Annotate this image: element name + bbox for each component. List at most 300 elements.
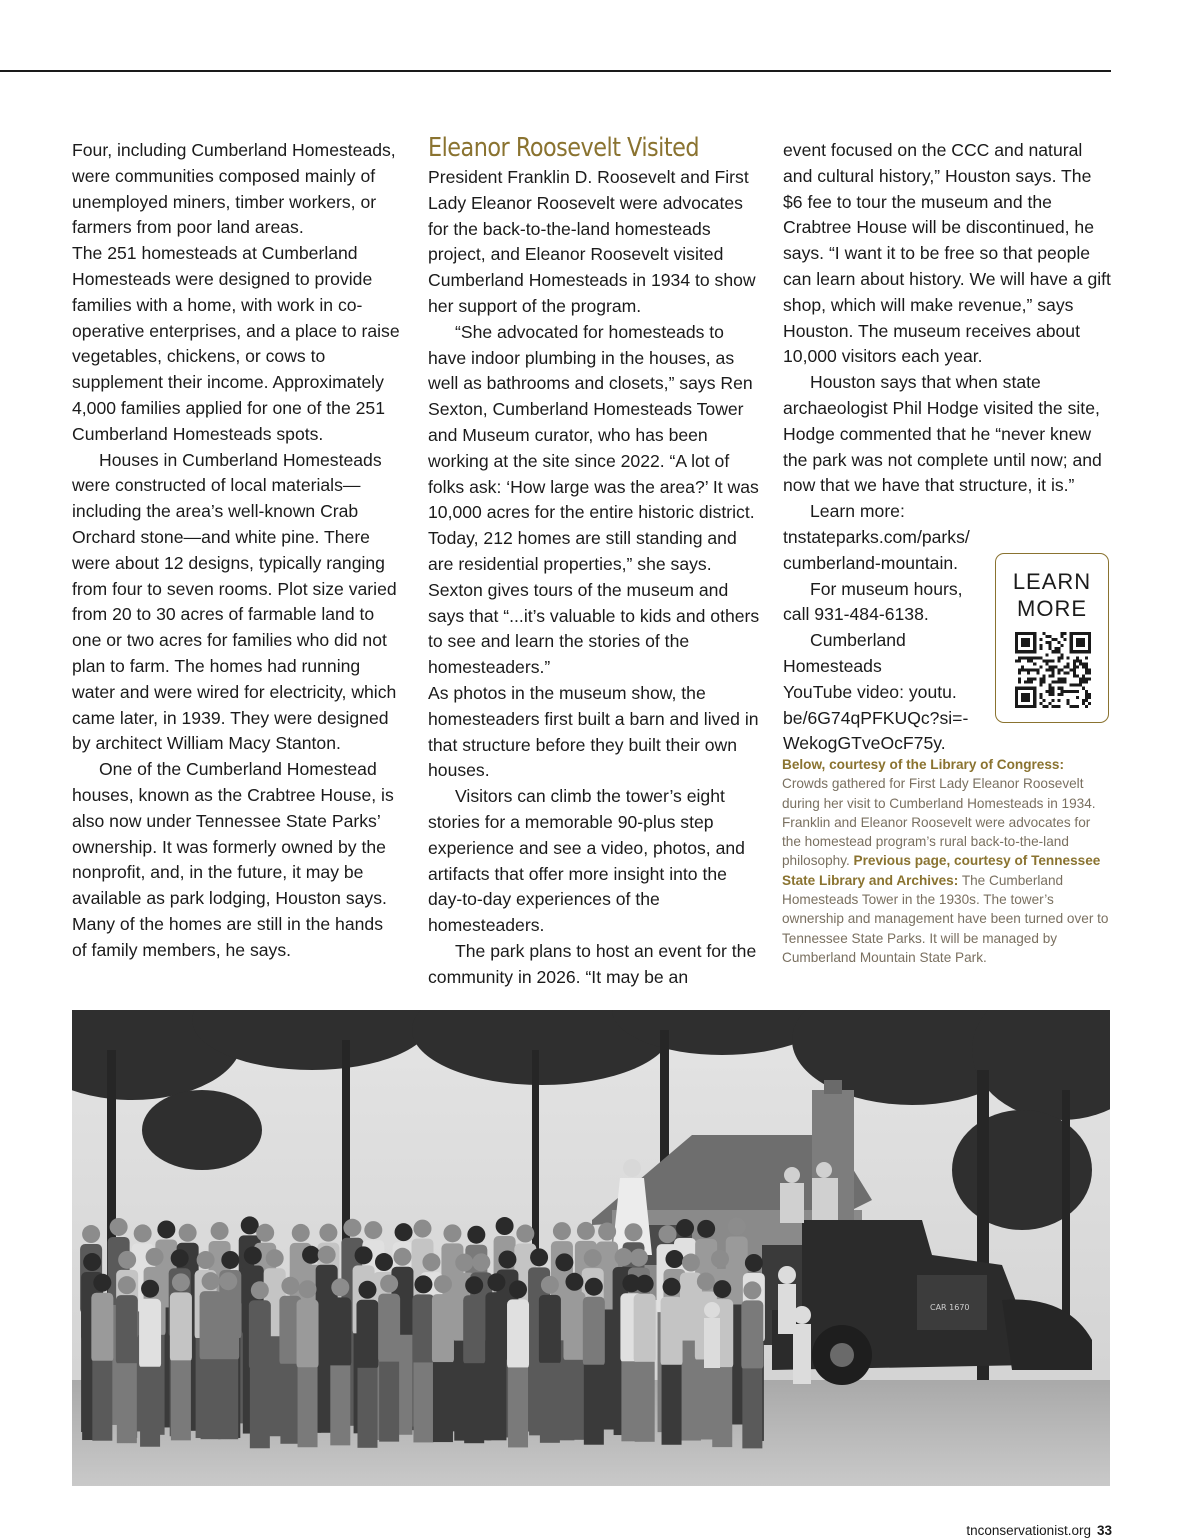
crowd-person — [516, 1225, 534, 1243]
qr-module — [1061, 653, 1064, 656]
crowd-person — [157, 1220, 175, 1238]
qr-module — [1064, 632, 1067, 635]
qr-module — [1088, 693, 1091, 696]
qr-module — [1058, 659, 1061, 662]
page-number: 33 — [1096, 1523, 1112, 1538]
qr-module — [1042, 678, 1045, 681]
crowd-person — [464, 1363, 484, 1443]
qr-module — [1061, 632, 1064, 635]
qr-module — [1021, 656, 1024, 659]
qr-module — [1039, 702, 1042, 705]
youtube-link-text: be/6G74qPFKUQc?si=- — [783, 707, 969, 728]
qr-module — [1058, 647, 1061, 650]
truck-door-text: CAR 1670 — [930, 1303, 970, 1312]
paragraph: The 251 homesteads at Cumberland Homesteads were designed to provide families with a home, with work in co-operative enterprises, and a place to raise vegetables, chickens, or cows to supplement their income. Approximately 4,000 families applied for one of the 251 Cumberland Homesteads spots. — [72, 243, 400, 444]
crowd-person — [662, 1365, 682, 1445]
qr-module — [1079, 678, 1082, 681]
qr-module — [1033, 668, 1036, 671]
crowd-person — [379, 1362, 399, 1442]
crowd-person — [539, 1295, 561, 1365]
crowd-person — [584, 1249, 602, 1267]
paragraph: Houston says that when state archaeologist Phil Hodge visited the site, Hodge commented that he “never knew the park was not complete until now; and now that we have that structure, it is.” — [783, 372, 1102, 496]
crowd-person — [217, 1291, 239, 1361]
youtube-link-text: WekogGTveOcF75y. — [783, 733, 946, 754]
qr-module — [1067, 665, 1070, 668]
qr-module — [1082, 662, 1085, 665]
qr-module — [1079, 684, 1082, 687]
qr-module — [1064, 681, 1067, 684]
crowd-person — [634, 1294, 656, 1364]
crowd-person — [251, 1281, 269, 1299]
crowd-person — [134, 1224, 152, 1242]
crowd-person — [91, 1293, 113, 1363]
qr-module — [1067, 690, 1070, 693]
qr-module — [1085, 668, 1088, 671]
crowd-person — [302, 1246, 320, 1264]
crowd-person — [745, 1254, 763, 1272]
qr-module — [1058, 656, 1061, 659]
qr-module — [1030, 668, 1033, 671]
qr-module — [1027, 656, 1030, 659]
qr-module — [1051, 690, 1054, 693]
qr-module — [1051, 650, 1054, 653]
crowd-person — [413, 1220, 431, 1238]
qr-module — [1073, 665, 1076, 668]
qr-module — [1033, 678, 1036, 681]
paragraph: One of the Cumberland Homestead houses, known as the Crabtree House, is also now under Tennessee State Parks’ ownership. It was formerly owned by the nonprofit, and, in the future, it may be available as park lodging, Houston says. Many of the homes are still in the hands of family members, he says. — [72, 759, 394, 960]
crowd-person — [433, 1362, 453, 1442]
crowd-person — [355, 1246, 373, 1264]
crowd-person — [741, 1300, 763, 1370]
qr-module — [1076, 690, 1079, 693]
crowd-person — [728, 1217, 746, 1235]
crowd-person — [412, 1294, 434, 1364]
qr-module — [1027, 672, 1030, 675]
qr-module — [1021, 665, 1024, 668]
crowd-person — [635, 1362, 655, 1442]
caption-credit: Below, courtesy of the Library of Congress: — [782, 757, 1064, 772]
crowd-person — [615, 1248, 633, 1266]
qr-module — [1039, 638, 1042, 641]
crowd-person — [116, 1295, 138, 1365]
footer-website: tnconservationist.org — [966, 1523, 1091, 1538]
qr-module — [1064, 665, 1067, 668]
qr-module — [1055, 638, 1058, 641]
qr-module — [1061, 678, 1064, 681]
qr-module — [1036, 668, 1039, 671]
qr-module — [1082, 702, 1085, 705]
qr-module — [1051, 705, 1054, 708]
qr-module — [1055, 705, 1058, 708]
crowd-person — [244, 1247, 262, 1265]
crowd-person — [443, 1224, 461, 1242]
paragraph: Houses in Cumberland Homesteads were constructed of local materials—including the area’s well-known Crab Orchard stone—and white pine. There were about 12 designs, typically ranging from four to seven rooms. Plot size varied from 20 to 30 acres of farmable land to one or two acres for families who did not plan to farm. The homes had running water and were wired for electricity, which came later, in 1939. They were designed by architect William Macy Stanton. — [72, 449, 397, 754]
qr-module — [1085, 690, 1088, 693]
qr-module — [1085, 693, 1088, 696]
learn-more-title — [996, 568, 1108, 622]
crowd-person — [118, 1276, 136, 1294]
qr-module — [1088, 668, 1091, 671]
crowd-person — [179, 1224, 197, 1242]
crowd-person — [221, 1251, 239, 1269]
qr-module — [1064, 690, 1067, 693]
qr-module — [1051, 687, 1054, 690]
qr-module — [1058, 650, 1061, 653]
qr-module — [1088, 678, 1091, 681]
crowd-person — [661, 1297, 683, 1367]
crowd-person — [118, 1251, 136, 1269]
crowd-person — [697, 1272, 715, 1290]
qr-module — [1018, 656, 1021, 659]
qr-module — [1045, 705, 1048, 708]
crowd-person — [743, 1281, 761, 1299]
crowd-person — [713, 1280, 731, 1298]
crowd-person — [711, 1250, 729, 1268]
qr-module — [1082, 681, 1085, 684]
crowd-person — [318, 1246, 336, 1264]
qr-module — [1076, 656, 1079, 659]
qr-module — [1051, 693, 1054, 696]
learn-more-line2: MORE — [1017, 596, 1087, 621]
crowd-person — [541, 1276, 559, 1294]
crowd-person — [172, 1273, 190, 1291]
crowd-person — [82, 1225, 100, 1243]
qr-module — [1039, 665, 1042, 668]
qr-module — [1067, 702, 1070, 705]
qr-module — [1027, 681, 1030, 684]
qr-module — [1048, 690, 1051, 693]
qr-module — [1045, 690, 1048, 693]
crowd-person — [139, 1299, 161, 1369]
crowd-person — [630, 1249, 648, 1267]
qr-module — [1073, 668, 1076, 671]
qr-module — [1051, 659, 1054, 662]
qr-module — [1061, 687, 1064, 690]
qr-module — [1045, 641, 1048, 644]
article-column-2 — [428, 128, 762, 991]
page-footer — [966, 1523, 1112, 1538]
qr-module — [1018, 678, 1021, 681]
crowd-person — [498, 1250, 516, 1268]
qr-module — [1036, 656, 1039, 659]
qr-module — [1045, 635, 1048, 638]
qr-module — [1064, 678, 1067, 681]
crowd-person — [486, 1360, 506, 1440]
paragraph: “She advocated for homesteads to have indoor plumbing in the houses, as well as bathrooms and closets,” says Ren Sexton, Cumberland Homesteads Tower and Museum curator, who has been working at the site since 2022. “A lot of folks ask: ‘How large was the area?’ It was 10,000 acres for the entire historic district. Today, 212 homes are still standing and are residential properties,” she says. Sexton gives tours of the museum and says that “...it’s valuable to kids and others to see and learn the stories of the homesteaders.” — [428, 321, 760, 678]
qr-module — [1073, 662, 1076, 665]
qr-module — [1067, 656, 1070, 659]
crowd-person — [487, 1273, 505, 1291]
qr-module — [1061, 681, 1064, 684]
qr-module — [1030, 656, 1033, 659]
crowd-person — [434, 1275, 452, 1293]
qr-module — [1058, 699, 1061, 702]
section-heading: Eleanor Roosevelt Visited — [428, 133, 700, 163]
qr-module — [1085, 699, 1088, 702]
crowd-person — [281, 1277, 299, 1295]
qr-module — [1070, 705, 1073, 708]
qr-module — [1073, 672, 1076, 675]
qr-module — [1039, 693, 1042, 696]
qr-module — [1076, 696, 1079, 699]
qr-module — [1082, 678, 1085, 681]
crowd-person — [472, 1253, 490, 1271]
qr-module — [1088, 702, 1091, 705]
crowd-person — [329, 1297, 351, 1367]
crowd-person — [676, 1219, 694, 1237]
qr-module — [1018, 659, 1021, 662]
qr-module — [1051, 675, 1054, 678]
qr-module — [1061, 635, 1064, 638]
crowd-person — [146, 1248, 164, 1266]
qr-module — [1048, 702, 1051, 705]
qr-module — [1021, 668, 1024, 671]
crowd-person — [742, 1368, 762, 1448]
qr-module — [1073, 675, 1076, 678]
qr-module — [1061, 668, 1064, 671]
qr-module — [1088, 672, 1091, 675]
crowd-person — [202, 1272, 220, 1290]
crowd-person — [249, 1300, 271, 1370]
crowd-person — [292, 1224, 310, 1242]
crowd-person — [507, 1299, 529, 1369]
crowd-person — [455, 1254, 473, 1272]
paragraph: Homesteads — [783, 655, 882, 676]
qr-module — [1085, 672, 1088, 675]
qr-module — [1085, 665, 1088, 668]
crowd-person — [364, 1221, 382, 1239]
qr-module — [1048, 647, 1051, 650]
paragraph: As photos in the museum show, the homesteaders first built a barn and lived in that structure before they built their own houses. — [428, 682, 759, 781]
crowd-person — [93, 1274, 111, 1292]
crowd-person — [530, 1248, 548, 1266]
crowd-person — [171, 1360, 191, 1440]
crowd-person — [170, 1292, 192, 1362]
crowd-person — [358, 1281, 376, 1299]
crowd-person — [636, 1275, 654, 1293]
qr-module — [1070, 690, 1073, 693]
qr-module — [1018, 681, 1021, 684]
qr-module — [1058, 693, 1061, 696]
crowd-person — [463, 1295, 485, 1365]
qr-module — [1018, 672, 1021, 675]
caption-credit: Previous page, courtesy of Tennessee State Library and Archives: — [782, 853, 1101, 888]
qr-module — [1027, 668, 1030, 671]
qr-module — [1079, 659, 1082, 662]
crowd-person — [508, 1367, 528, 1447]
crowd-person — [266, 1249, 284, 1267]
crowd-person — [218, 1359, 238, 1439]
qr-module — [1027, 659, 1030, 662]
qr-module — [1048, 684, 1051, 687]
crowd-person — [555, 1253, 573, 1271]
crowd-person — [171, 1249, 189, 1267]
qr-module — [1058, 672, 1061, 675]
qr-module — [1024, 656, 1027, 659]
qr-module — [1051, 665, 1054, 668]
crowd-person — [577, 1222, 595, 1240]
crowd-person — [413, 1362, 433, 1442]
top-rule — [0, 70, 1111, 72]
qr-code-icon[interactable] — [1015, 632, 1091, 708]
qr-module — [1042, 705, 1045, 708]
qr-module — [1073, 659, 1076, 662]
crowd-person — [211, 1222, 229, 1240]
crowd-person — [467, 1226, 485, 1244]
learn-more-line1: LEARN — [1012, 569, 1092, 594]
historic-photo — [72, 1010, 1110, 1486]
crowd-person — [330, 1365, 350, 1445]
qr-module — [1042, 699, 1045, 702]
qr-module — [1055, 681, 1058, 684]
learn-more-box — [995, 553, 1109, 723]
qr-module — [1030, 681, 1033, 684]
article-column-1 — [72, 138, 402, 964]
crowd-person — [624, 1223, 642, 1241]
crowd-person — [298, 1367, 318, 1447]
paragraph: For museum hours, — [810, 578, 963, 599]
qr-module — [1045, 659, 1048, 662]
paragraph: Cumberland — [810, 630, 906, 651]
qr-module — [1045, 662, 1048, 665]
qr-module — [1030, 659, 1033, 662]
photo-caption — [782, 755, 1112, 967]
crowd-person — [563, 1292, 585, 1362]
qr-module — [1051, 672, 1054, 675]
crowd-person — [250, 1368, 270, 1448]
crowd-person — [256, 1224, 274, 1242]
qr-module — [1070, 668, 1073, 671]
crowd-person — [83, 1253, 101, 1271]
qr-module — [1048, 665, 1051, 668]
qr-module — [1048, 635, 1051, 638]
crowd-person — [319, 1224, 337, 1242]
crowd-person — [395, 1223, 413, 1241]
crowd-person — [496, 1217, 514, 1235]
qr-module — [1027, 678, 1030, 681]
crowd-person — [422, 1253, 440, 1271]
crowd-person — [117, 1363, 137, 1443]
crowd-person — [663, 1278, 681, 1296]
qr-module — [1082, 665, 1085, 668]
crowd-person — [356, 1300, 378, 1370]
crowd-person — [584, 1365, 604, 1445]
qr-module — [1018, 668, 1021, 671]
qr-module — [1058, 668, 1061, 671]
crowd-person — [682, 1254, 700, 1272]
crowd-person — [564, 1360, 584, 1440]
qr-module — [1051, 681, 1054, 684]
crowd-person — [92, 1361, 112, 1441]
qr-module — [1076, 675, 1079, 678]
crowd-person — [197, 1251, 215, 1269]
qr-module — [1039, 681, 1042, 684]
qr-module — [1073, 684, 1076, 687]
qr-module — [1073, 690, 1076, 693]
qr-module — [1076, 684, 1079, 687]
qr-module — [1058, 687, 1061, 690]
crowd-person — [375, 1253, 393, 1271]
crowd-person — [141, 1280, 159, 1298]
crowd-person — [485, 1292, 507, 1362]
caption-text: Crowds gathered for First Lady Eleanor Roosevelt during her visit to Cumberland Homesteads in 1934. Franklin and Eleanor Roosevelt were advocates for the homestead program’s rural back-to-the-land philosophy. — [782, 776, 1096, 869]
qr-module — [1039, 656, 1042, 659]
qr-module — [1042, 675, 1045, 678]
qr-module — [1082, 687, 1085, 690]
qr-module — [1085, 705, 1088, 708]
qr-finder — [1021, 638, 1030, 647]
crowd-person — [598, 1223, 616, 1241]
qr-module — [1073, 705, 1076, 708]
qr-module — [1039, 696, 1042, 699]
qr-module — [1024, 668, 1027, 671]
crowd-person — [201, 1359, 221, 1439]
qr-module — [1039, 678, 1042, 681]
crowd-person — [140, 1367, 160, 1447]
qr-module — [1061, 690, 1064, 693]
qr-module — [1082, 699, 1085, 702]
paragraph: The park plans to host an event for the community in 2026. “It may be an — [428, 940, 757, 987]
qr-module — [1085, 696, 1088, 699]
crowd-person — [380, 1275, 398, 1293]
qr-module — [1061, 693, 1064, 696]
qr-module — [1079, 681, 1082, 684]
crowd-person — [378, 1294, 400, 1364]
qr-module — [1064, 672, 1067, 675]
crowd-person — [465, 1276, 483, 1294]
qr-module — [1055, 665, 1058, 668]
paragraph: event focused on the CCC and natural and cultural history,” Houston says. The $6 fee to tour the museum and the Crabtree House will be discontinued, he says. “I want it to be free so that people can learn about history. We will have a gift shop, which will make revenue,” says Houston. The museum receives about 10,000 visitors each year. — [783, 140, 1111, 367]
crowd-person — [110, 1218, 128, 1236]
qr-module — [1045, 653, 1048, 656]
crowd-person — [432, 1294, 454, 1364]
qr-module — [1067, 662, 1070, 665]
qr-module — [1048, 693, 1051, 696]
qr-module — [1058, 678, 1061, 681]
crowd-person — [509, 1280, 527, 1298]
qr-module — [1039, 644, 1042, 647]
caption-text: The Cumberland Homesteads Tower in the 1930s. The tower’s ownership and management have been turned over to Tennessee State Parks. It will be managed by Cumberland Mountain State Park. — [782, 872, 1109, 965]
qr-module — [1067, 699, 1070, 702]
qr-module — [1055, 647, 1058, 650]
qr-module — [1064, 638, 1067, 641]
qr-module — [1048, 675, 1051, 678]
paragraph: Visitors can climb the tower’s eight stories for a memorable 90-plus step experience and see a video, photos, and artifacts that offer more insight into the day-to-day experiences of the homesteaders. — [428, 786, 745, 936]
crowd-person — [712, 1367, 732, 1447]
crowd-person — [299, 1280, 317, 1298]
crowd-person — [357, 1368, 377, 1448]
qr-module — [1051, 638, 1054, 641]
crowd-person — [241, 1216, 259, 1234]
crowd-person — [280, 1364, 300, 1444]
paragraph: President Franklin D. Roosevelt and First Lady Eleanor Roosevelt were advocates for the back-to-the-land homesteads project, and Eleanor Roosevelt visited Cumberland Homesteads in 1934 to show her support of the program. — [428, 167, 756, 316]
qr-module — [1061, 656, 1064, 659]
qr-module — [1036, 672, 1039, 675]
qr-module — [1048, 644, 1051, 647]
qr-module — [1045, 668, 1048, 671]
qr-module — [1061, 644, 1064, 647]
qr-module — [1033, 662, 1036, 665]
crowd-person — [331, 1278, 349, 1296]
qr-module — [1085, 681, 1088, 684]
crowd-person — [393, 1248, 411, 1266]
qr-module — [1085, 662, 1088, 665]
qr-module — [1030, 678, 1033, 681]
crowd-person — [540, 1363, 560, 1443]
qr-module — [1015, 659, 1018, 662]
crowd-person — [414, 1275, 432, 1293]
crowd-person — [697, 1220, 715, 1238]
